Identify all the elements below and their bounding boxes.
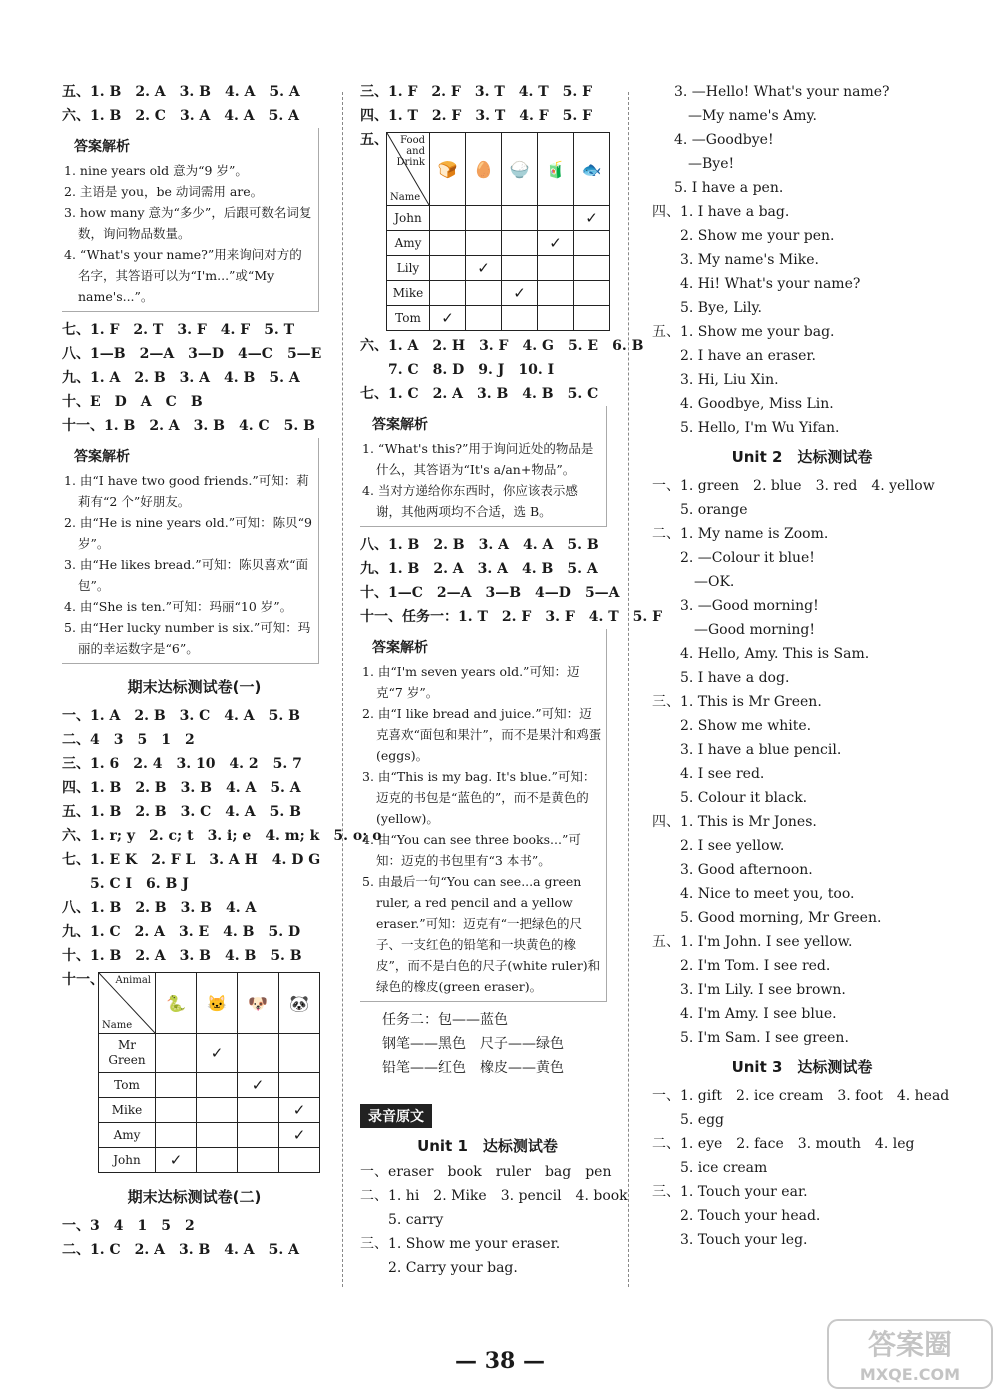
table-cell: ✓ — [574, 206, 610, 231]
answer-block — [652, 474, 952, 1050]
answer-block — [62, 704, 382, 968]
task-line: 钢笔——黑色 尺子——绿色 — [382, 1036, 564, 1052]
answer-block — [360, 80, 615, 128]
row-name: Mike — [387, 281, 430, 306]
answer-line: 5. Bye, Lily. — [652, 300, 762, 316]
answer-line: 四、1. T 2. F 3. T 4. F 5. F — [360, 108, 593, 124]
answer-line: 三、1. Touch your ear. — [652, 1184, 808, 1200]
answer-line: 五、1. B 2. A 3. B 4. A 5. A — [62, 84, 300, 100]
table-row — [387, 206, 610, 231]
answer-line: 5. Good morning, Mr Green. — [652, 910, 882, 926]
table-row — [99, 1123, 320, 1148]
table-cell — [197, 1123, 238, 1148]
answer-line: 十、E D A C B — [62, 394, 203, 410]
cat-icon: 🐱 — [197, 973, 238, 1034]
analysis-title: 答案解析 — [372, 640, 428, 656]
table-cell — [430, 206, 466, 231]
answer-line: 四、1. B 2. B 3. B 4. A 5. A — [62, 780, 301, 796]
answer-block — [360, 334, 644, 406]
table-cell: ✓ — [538, 231, 574, 256]
table-cell — [466, 231, 502, 256]
answer-block — [62, 80, 327, 128]
row-name: Tom — [99, 1073, 156, 1098]
answer-line: 5. I'm Sam. I see green. — [652, 1030, 849, 1046]
answer-line: 三、1. This is Mr Green. — [652, 694, 822, 710]
answer-line: 2. I have an eraser. — [652, 348, 817, 364]
section-title: Unit 1 达标测试卷 — [417, 1137, 558, 1155]
table-row — [387, 281, 610, 306]
answer-block — [62, 318, 327, 438]
table-header-cell — [387, 133, 430, 206]
answer-line: 三、1. Show me your eraser. — [360, 1236, 561, 1252]
table-cell — [538, 306, 574, 331]
answer-line: 十一、1. B 2. A 3. B 4. C 5. B — [62, 418, 315, 434]
analysis-item: 5. 由最后一句“You can see...a green ruler, a red pencil and a yellow eraser.”可知：迈克有“一把绿色的尺子、一支红色的铅笔和一块黄色的橡皮”，而不是白色的尺子(white ruler)和绿色的橡皮(green eraser)。 — [362, 874, 601, 994]
answer-line: 三、1. F 2. F 3. T 4. T 5. F — [360, 84, 593, 100]
table-cell — [502, 206, 538, 231]
answer-line: 二、1. hi 2. Mike 3. pencil 4. book — [360, 1188, 628, 1204]
answer-line: 十、1. B 2. A 3. B 4. B 5. B — [62, 948, 302, 964]
answer-line: 二、1. eye 2. face 3. mouth 4. leg — [652, 1136, 915, 1152]
header-top-label: Animal — [115, 975, 151, 986]
juice-icon: 🧃 — [538, 133, 574, 206]
row-name: Lily — [387, 256, 430, 281]
analysis-title: 答案解析 — [74, 139, 130, 155]
answer-line: 七、1. F 2. T 3. F 4. F 5. T — [62, 322, 295, 338]
answer-line: —Bye! — [674, 156, 735, 172]
analysis-title: 答案解析 — [372, 417, 428, 433]
analysis-item: 1. “What's this?”用于询问近处的物品是什么，其答语为“It's a/an+物品”。 — [362, 441, 594, 477]
table-row — [99, 1098, 320, 1123]
snake-icon: 🐍 — [156, 973, 197, 1034]
answer-block — [652, 80, 952, 200]
answer-line: 5. carry — [360, 1212, 444, 1228]
answer-line: —My name's Amy. — [674, 108, 817, 124]
table-cell — [279, 1034, 320, 1073]
answer-line: 3. Good afternoon. — [652, 862, 813, 878]
column-divider — [342, 92, 343, 1287]
answer-line: 二、1. My name is Zoom. — [652, 526, 829, 542]
analysis-item: 1. 由“I'm seven years old.”可知：迈克“7 岁”。 — [362, 664, 580, 700]
answer-line: 九、1. B 2. A 3. A 4. B 5. A — [360, 561, 598, 577]
animal-name-table — [98, 972, 320, 1173]
food-name-table — [386, 132, 610, 331]
section-title: 期末达标测试卷(二) — [127, 1188, 262, 1206]
answer-line: —OK. — [652, 574, 735, 590]
answer-line: 4. I see red. — [652, 766, 765, 782]
table-cell — [430, 256, 466, 281]
answer-line: 5. I have a pen. — [674, 180, 784, 196]
table-cell — [279, 1073, 320, 1098]
table-cell — [466, 206, 502, 231]
analysis-item: 2. 主语是 you，be 动词需用 are。 — [64, 184, 264, 199]
answer-line: 4. —Goodbye! — [674, 132, 774, 148]
analysis-item: 2. 由“He is nine years old.”可知：陈贝“9 岁”。 — [64, 515, 312, 551]
table-cell — [197, 1148, 238, 1173]
table-cell: ✓ — [279, 1098, 320, 1123]
answer-line: 七、1. C 2. A 3. B 4. B 5. C — [360, 386, 599, 402]
analysis-item: 4. 当对方递给你东西时，你应该表示感谢，其他两项均不合适，选 B。 — [362, 483, 578, 519]
analysis-item: 3. how many 意为“多少”，后跟可数名词复数，询问物品数量。 — [64, 205, 312, 241]
answer-line: 五、1. B 2. B 3. C 4. A 5. B — [62, 804, 301, 820]
table-cell — [538, 281, 574, 306]
table-row — [387, 306, 610, 331]
answer-line: 3. I'm Lily. I see brown. — [652, 982, 846, 998]
table-cell — [574, 306, 610, 331]
table-cell — [238, 1034, 279, 1073]
table-cell — [502, 306, 538, 331]
analysis-item: 4. 由“You can see three books...”可知：迈克的书包里有“3 本书”。 — [362, 832, 581, 868]
table-row — [387, 231, 610, 256]
answer-line: 5. ice cream — [652, 1160, 768, 1176]
table-cell — [430, 231, 466, 256]
task-two-block — [360, 1008, 615, 1080]
analysis-title: 答案解析 — [74, 449, 130, 465]
answer-line: 八、1—B 2—A 3—D 4—C 5—E — [62, 346, 322, 362]
analysis-item: 1. 由“I have two good friends.”可知：莉莉有“2 个”好朋友。 — [64, 473, 309, 509]
page-number: — 38 — — [455, 1348, 545, 1374]
answer-line: 四、1. This is Mr Jones. — [652, 814, 817, 830]
table-cell — [279, 1148, 320, 1173]
table-cell: ✓ — [502, 281, 538, 306]
answer-line: 九、1. C 2. A 3. E 4. B 5. D — [62, 924, 301, 940]
answer-line: 一、eraser book ruler bag pen — [360, 1164, 612, 1180]
table-cell: ✓ — [279, 1123, 320, 1148]
answer-block — [652, 1084, 952, 1252]
answer-line: 3. —Good morning! — [652, 598, 819, 614]
analysis-item: 4. “What's your name?”用来询问对方的名字，其答语可以为“I'm...”或“My name's...”。 — [64, 247, 302, 304]
answer-line: 5. I have a dog. — [652, 670, 790, 686]
table-cell — [466, 281, 502, 306]
matching-table-block — [360, 128, 615, 334]
question-label: 十一、 — [62, 972, 104, 988]
answer-column-1 — [62, 80, 382, 1262]
table-cell: ✓ — [156, 1148, 197, 1173]
table-header-cell — [99, 973, 156, 1034]
answer-column-2 — [360, 80, 663, 1280]
table-cell — [574, 231, 610, 256]
answer-line: 五、1. Show me your bag. — [652, 324, 835, 340]
analysis-item: 2. 由“I like bread and juice.”可知：迈克喜欢“面包和果汁”，而不是果汁和鸡蛋(eggs)。 — [362, 706, 602, 763]
bread-icon: 🍞 — [430, 133, 466, 206]
analysis-box — [62, 128, 319, 312]
analysis-box — [360, 629, 607, 1002]
table-cell — [156, 1123, 197, 1148]
section-title: Unit 3 达标测试卷 — [731, 1058, 873, 1076]
table-cell — [574, 256, 610, 281]
answer-line: 一、3 4 1 5 2 — [62, 1218, 195, 1234]
row-name: John — [99, 1148, 156, 1173]
table-cell — [238, 1123, 279, 1148]
answer-line: 5. egg — [652, 1112, 725, 1128]
answer-line: 4. Hello, Amy. This is Sam. — [652, 646, 870, 662]
answer-block — [360, 533, 663, 629]
table-cell — [238, 1098, 279, 1123]
table-cell — [538, 206, 574, 231]
answer-line: 7. C 8. D 9. J 10. I — [360, 362, 555, 378]
table-cell — [538, 256, 574, 281]
analysis-box — [360, 406, 607, 527]
answer-column-3 — [652, 80, 952, 1252]
answer-line: 3. Touch your leg. — [652, 1232, 808, 1248]
table-cell — [502, 231, 538, 256]
answer-line: 4. Hi! What's your name? — [652, 276, 861, 292]
table-cell — [238, 1148, 279, 1173]
column-divider — [628, 92, 629, 1287]
answer-line: 十、1—C 2—A 3—B 4—D 5—A — [360, 585, 620, 601]
recording-transcript-badge: 录音原文 — [360, 1104, 432, 1128]
row-name: Amy — [387, 231, 430, 256]
answer-line: 三、1. 6 2. 4 3. 10 4. 2 5. 7 — [62, 756, 302, 772]
analysis-item: 4. 由“She is ten.”可知：玛丽“10 岁”。 — [64, 599, 293, 614]
fish-icon: 🐟 — [574, 133, 610, 206]
table-cell — [574, 281, 610, 306]
task-line: 任务二：包——蓝色 — [382, 1012, 508, 1028]
table-cell — [430, 281, 466, 306]
analysis-item: 5. 由“Her lucky number is six.”可知：玛丽的幸运数字是“6”。 — [64, 620, 311, 656]
answer-line: 4. I'm Amy. I see blue. — [652, 1006, 837, 1022]
table-cell: ✓ — [197, 1034, 238, 1073]
answer-line: 2. Touch your head. — [652, 1208, 821, 1224]
watermark-logo — [826, 1318, 994, 1390]
table-cell — [156, 1098, 197, 1123]
answer-line: 5. Colour it black. — [652, 790, 808, 806]
table-row — [99, 1073, 320, 1098]
answer-line: 一、1. green 2. blue 3. red 4. yellow — [652, 478, 935, 494]
table-cell — [156, 1073, 197, 1098]
answer-line: 2. Show me white. — [652, 718, 812, 734]
row-name: Tom — [387, 306, 430, 331]
table-cell — [197, 1073, 238, 1098]
analysis-item: 3. 由“This is my bag. It's blue.”可知：迈克的书包是“蓝色的”，而不是黄色的(yellow)。 — [362, 769, 596, 826]
answer-line: 4. Nice to meet you, too. — [652, 886, 855, 902]
panda-icon: 🐼 — [279, 973, 320, 1034]
table-cell: ✓ — [466, 256, 502, 281]
svg-text:MXQE.COM: MXQE.COM — [859, 1365, 961, 1384]
answer-line: 二、4 3 5 1 2 — [62, 732, 195, 748]
table-cell — [466, 306, 502, 331]
answer-line: 2. Carry your bag. — [360, 1260, 518, 1276]
section-title: Unit 2 达标测试卷 — [731, 448, 873, 466]
row-name: John — [387, 206, 430, 231]
answer-block — [360, 1160, 628, 1280]
answer-line: 一、1. A 2. B 3. C 4. A 5. B — [62, 708, 300, 724]
egg-icon: 🥚 — [466, 133, 502, 206]
table-row — [99, 1034, 320, 1073]
answer-line: 八、1. B 2. B 3. A 4. A 5. B — [360, 537, 599, 553]
dog-icon: 🐶 — [238, 973, 279, 1034]
answer-line: 十一、任务一：1. T 2. F 3. F 4. T 5. F — [360, 609, 663, 625]
answer-line: —Good morning! — [652, 622, 815, 638]
svg-text:答案圈: 答案圈 — [867, 1328, 953, 1361]
answer-line: 四、1. I have a bag. — [652, 204, 790, 220]
answer-line: 2. I'm Tom. I see red. — [652, 958, 831, 974]
row-name: Amy — [99, 1123, 156, 1148]
table-cell — [502, 256, 538, 281]
answer-line: 3. Hi, Liu Xin. — [652, 372, 779, 388]
analysis-item: 3. 由“He likes bread.”可知：陈贝喜欢“面包”。 — [64, 557, 309, 593]
answer-line: 五、1. I'm John. I see yellow. — [652, 934, 853, 950]
table-row — [99, 1148, 320, 1173]
row-name: Mike — [99, 1098, 156, 1123]
table-row — [387, 256, 610, 281]
answer-line: 5. Hello, I'm Wu Yifan. — [652, 420, 840, 436]
answer-line: 七、1. E K 2. F L 3. A H 4. D G — [62, 852, 321, 868]
rice-icon: 🍚 — [502, 133, 538, 206]
table-cell — [156, 1034, 197, 1073]
answer-block — [652, 200, 952, 440]
section-title: 期末达标测试卷(一) — [127, 678, 262, 696]
table-cell: ✓ — [238, 1073, 279, 1098]
answer-line: 2. —Colour it blue! — [652, 550, 815, 566]
answer-line: 4. Goodbye, Miss Lin. — [652, 396, 834, 412]
answer-line: 八、1. B 2. B 3. B 4. A — [62, 900, 257, 916]
answer-line: 5. orange — [652, 502, 748, 518]
header-bottom-label: Name — [102, 1020, 133, 1031]
analysis-box — [62, 438, 319, 664]
analysis-item: 1. nine years old 意为“9 岁”。 — [64, 163, 248, 178]
question-label: 五、 — [360, 132, 388, 148]
answer-block — [62, 1214, 327, 1262]
header-bottom-label: Name — [390, 192, 421, 203]
answer-line: 六、1. B 2. C 3. A 4. A 5. A — [62, 108, 300, 124]
answer-line: 一、1. gift 2. ice cream 3. foot 4. head — [652, 1088, 950, 1104]
matching-table-block — [62, 968, 327, 1180]
row-name: Mr Green — [99, 1034, 156, 1073]
answer-line: 二、1. C 2. A 3. B 4. A 5. A — [62, 1242, 300, 1258]
answer-line: 3. I have a blue pencil. — [652, 742, 842, 758]
table-cell: ✓ — [430, 306, 466, 331]
table-cell — [197, 1098, 238, 1123]
header-top-label: Food and Drink — [396, 135, 425, 168]
answer-line: 2. Show me your pen. — [652, 228, 835, 244]
answer-line: 九、1. A 2. B 3. A 4. B 5. A — [62, 370, 300, 386]
task-line: 铅笔——红色 橡皮——黄色 — [382, 1060, 564, 1076]
answer-line: 3. —Hello! What's your name? — [674, 84, 890, 100]
answer-line: 5. C I 6. B J — [62, 876, 189, 892]
answer-line: 3. My name's Mike. — [652, 252, 819, 268]
answer-line: 六、1. A 2. H 3. F 4. G 5. E 6. B — [360, 338, 644, 354]
answer-line: 六、1. r; y 2. c; t 3. i; e 4. m; k 5. o; o — [62, 828, 382, 844]
answer-line: 2. I see yellow. — [652, 838, 785, 854]
